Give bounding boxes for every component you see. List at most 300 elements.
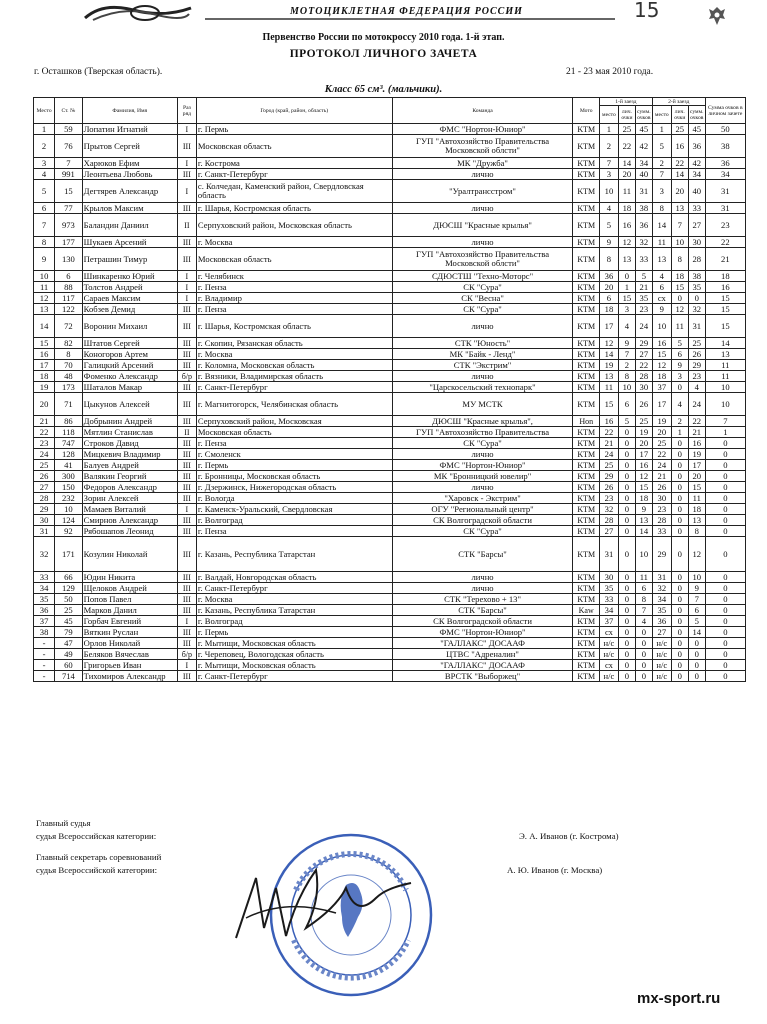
- cell-b: 6: [618, 393, 635, 416]
- cell-rk: III: [177, 360, 196, 371]
- cell-d: 36: [652, 616, 671, 627]
- federation-header: [55, 2, 615, 24]
- cell-b: 8: [618, 371, 635, 382]
- cell-p: -: [34, 638, 55, 649]
- cell-city: г. Скопин, Рязанская область: [196, 338, 392, 349]
- cell-team: СТК "Барсы": [392, 605, 573, 616]
- cell-f: 21: [688, 427, 705, 438]
- table-row: [34, 482, 746, 493]
- cell-a: сх: [599, 627, 618, 638]
- cell-p: 11: [34, 282, 55, 293]
- cell-p: 27: [34, 482, 55, 493]
- cell-rk: III: [177, 438, 196, 449]
- cell-t: 0: [705, 537, 745, 572]
- cell-name: Мицкевич Владимир: [82, 449, 177, 460]
- cell-m: KTM: [573, 293, 599, 304]
- cell-m: KTM: [573, 158, 599, 169]
- cell-e: 0: [671, 594, 688, 605]
- cell-b: 10: [618, 382, 635, 393]
- cell-a: 35: [599, 583, 618, 594]
- cell-f: 35: [688, 282, 705, 293]
- cell-t: 0: [705, 449, 745, 460]
- cell-p: 8: [34, 237, 55, 248]
- cell-p: 17: [34, 360, 55, 371]
- cell-f: 14: [688, 627, 705, 638]
- cell-n: 45: [55, 616, 83, 627]
- cell-n: 49: [55, 649, 83, 660]
- judge-name: Э. А. Иванов (г. Кострома): [519, 831, 619, 841]
- cell-city: г. Санкт-Петербург: [196, 671, 392, 682]
- cell-a: 22: [599, 427, 618, 438]
- cell-n: 117: [55, 293, 83, 304]
- cell-b: 0: [618, 427, 635, 438]
- cell-n: 77: [55, 203, 83, 214]
- cell-d: 35: [652, 605, 671, 616]
- cell-city: г. Вязники, Владимирская область: [196, 371, 392, 382]
- cell-p: -: [34, 671, 55, 682]
- table-row: [34, 349, 746, 360]
- cell-name: Мятлин Станислав: [82, 427, 177, 438]
- cell-c: 35: [635, 293, 652, 304]
- cell-rk: б/р: [177, 371, 196, 382]
- table-row: [34, 515, 746, 526]
- cell-rk: III: [177, 449, 196, 460]
- page-number: 15: [634, 0, 660, 22]
- cell-f: 0: [688, 660, 705, 671]
- cell-m: KTM: [573, 169, 599, 180]
- cell-name: Цыкунов Алексей: [82, 393, 177, 416]
- cell-f: 7: [688, 594, 705, 605]
- col-total: Сумма очков в личном зачете: [705, 98, 745, 124]
- cell-team: ФМС "Нортон-Юниор": [392, 460, 573, 471]
- cell-t: 14: [705, 338, 745, 349]
- cell-e: 0: [671, 438, 688, 449]
- cell-m: KTM: [573, 449, 599, 460]
- cell-c: 6: [635, 583, 652, 594]
- cell-m: KTM: [573, 627, 599, 638]
- cell-p: 6: [34, 203, 55, 214]
- cell-team: МК "Байк - Ленд": [392, 349, 573, 360]
- cell-n: 232: [55, 493, 83, 504]
- table-row: [34, 304, 746, 315]
- cell-t: 0: [705, 605, 745, 616]
- cell-p: 12: [34, 293, 55, 304]
- cell-city: г. Валдай, Новгородская область: [196, 572, 392, 583]
- cell-b: 4: [618, 315, 635, 338]
- cell-e: 0: [671, 493, 688, 504]
- table-row: [34, 671, 746, 682]
- table-row: [34, 293, 746, 304]
- cell-f: 33: [688, 203, 705, 214]
- cell-name: Строков Давид: [82, 438, 177, 449]
- col-race1-pos: место: [599, 106, 618, 124]
- cell-m: KTM: [573, 382, 599, 393]
- cell-c: 17: [635, 449, 652, 460]
- cell-p: 32: [34, 537, 55, 572]
- cell-team: "Царскосельский технопарк": [392, 382, 573, 393]
- cell-name: Беляков Вячеслав: [82, 649, 177, 660]
- table-row: [34, 271, 746, 282]
- cell-p: 20: [34, 393, 55, 416]
- cell-city: г. Пермь: [196, 124, 392, 135]
- cell-d: 21: [652, 471, 671, 482]
- cell-f: 0: [688, 638, 705, 649]
- cell-rk: I: [177, 271, 196, 282]
- cell-n: 991: [55, 169, 83, 180]
- cell-c: 16: [635, 460, 652, 471]
- cell-a: 7: [599, 158, 618, 169]
- cell-p: 37: [34, 616, 55, 627]
- cell-n: 72: [55, 315, 83, 338]
- cell-m: KTM: [573, 471, 599, 482]
- cell-d: 15: [652, 349, 671, 360]
- cell-name: Сараев Максим: [82, 293, 177, 304]
- col-race2-points: лич. очки: [671, 106, 688, 124]
- cell-rk: б/р: [177, 649, 196, 660]
- cell-f: 45: [688, 124, 705, 135]
- cell-p: 18: [34, 371, 55, 382]
- cell-name: Фоменко Александр: [82, 371, 177, 382]
- cell-rk: III: [177, 460, 196, 471]
- cell-team: лично: [392, 315, 573, 338]
- cell-city: с. Колчедан, Каменский район, Свердловская область: [196, 180, 392, 203]
- cell-d: 14: [652, 214, 671, 237]
- cell-b: 16: [618, 214, 635, 237]
- cell-e: 0: [671, 649, 688, 660]
- cell-rk: III: [177, 382, 196, 393]
- cell-t: 16: [705, 282, 745, 293]
- cell-e: 0: [671, 515, 688, 526]
- cell-e: 7: [671, 214, 688, 237]
- cell-city: г. Пермь: [196, 627, 392, 638]
- cell-team: ДЮСШ "Красные крылья",: [392, 416, 573, 427]
- cell-f: 5: [688, 616, 705, 627]
- cell-a: 18: [599, 304, 618, 315]
- cell-d: 25: [652, 438, 671, 449]
- cell-t: 15: [705, 293, 745, 304]
- cell-c: 5: [635, 271, 652, 282]
- cell-team: лично: [392, 449, 573, 460]
- cell-rk: III: [177, 627, 196, 638]
- cell-t: 0: [705, 460, 745, 471]
- cell-rk: I: [177, 180, 196, 203]
- cell-city: Серпуховский район, Московская область: [196, 214, 392, 237]
- cell-c: 27: [635, 349, 652, 360]
- cell-d: н/с: [652, 638, 671, 649]
- cell-team: лично: [392, 169, 573, 180]
- cell-b: 0: [618, 504, 635, 515]
- cell-p: 31: [34, 526, 55, 537]
- cell-rk: III: [177, 349, 196, 360]
- cell-f: 0: [688, 671, 705, 682]
- cell-city: Серпуховский район, Московская: [196, 416, 392, 427]
- cell-a: 33: [599, 594, 618, 605]
- cell-f: 38: [688, 271, 705, 282]
- cell-rk: III: [177, 482, 196, 493]
- table-row: [34, 248, 746, 271]
- cell-p: -: [34, 660, 55, 671]
- cell-t: 7: [705, 416, 745, 427]
- cell-t: 0: [705, 583, 745, 594]
- cell-rk: II: [177, 427, 196, 438]
- cell-m: KTM: [573, 537, 599, 572]
- cell-name: Козулин Николай: [82, 537, 177, 572]
- cell-b: 0: [618, 515, 635, 526]
- cell-rk: I: [177, 293, 196, 304]
- cell-b: 15: [618, 293, 635, 304]
- secretary-role-line1: Главный секретарь соревнований: [36, 852, 162, 862]
- cell-name: Рябошапов Леонид: [82, 526, 177, 537]
- cell-e: 0: [671, 627, 688, 638]
- cell-b: 9: [618, 338, 635, 349]
- cell-e: 10: [671, 237, 688, 248]
- cell-t: 0: [705, 594, 745, 605]
- cell-p: 4: [34, 169, 55, 180]
- cell-n: 747: [55, 438, 83, 449]
- cell-rk: III: [177, 605, 196, 616]
- cell-e: 8: [671, 248, 688, 271]
- cell-name: Дегтярев Александр: [82, 180, 177, 203]
- cell-f: 22: [688, 416, 705, 427]
- col-race1-sum: сумм. очков: [635, 106, 652, 124]
- cell-d: 27: [652, 627, 671, 638]
- cell-p: 7: [34, 214, 55, 237]
- cell-a: 29: [599, 471, 618, 482]
- cell-n: 8: [55, 349, 83, 360]
- cell-f: 0: [688, 649, 705, 660]
- cell-name: Лопатин Игнатий: [82, 124, 177, 135]
- cell-n: 79: [55, 627, 83, 638]
- table-row: [34, 526, 746, 537]
- cell-rk: III: [177, 537, 196, 572]
- cell-e: 0: [671, 660, 688, 671]
- cell-m: KTM: [573, 393, 599, 416]
- cell-a: н/с: [599, 638, 618, 649]
- cell-name: Штатов Сергей: [82, 338, 177, 349]
- cell-name: Орлов Николай: [82, 638, 177, 649]
- table-row: [34, 638, 746, 649]
- cell-b: 0: [618, 271, 635, 282]
- cell-t: 0: [705, 438, 745, 449]
- cell-f: 19: [688, 449, 705, 460]
- cell-t: 34: [705, 169, 745, 180]
- results-table: [33, 97, 746, 682]
- cell-name: Щелоков Андрей: [82, 583, 177, 594]
- cell-city: г. Пенза: [196, 438, 392, 449]
- table-row: [34, 371, 746, 382]
- cell-team: СТК "Барсы": [392, 537, 573, 572]
- cell-f: 13: [688, 515, 705, 526]
- cell-f: 20: [688, 471, 705, 482]
- table-row: [34, 124, 746, 135]
- table-row: [34, 360, 746, 371]
- header-rule: [205, 18, 615, 21]
- cell-name: Федоров Александр: [82, 482, 177, 493]
- cell-t: 50: [705, 124, 745, 135]
- cell-city: г. Коломна, Московская область: [196, 360, 392, 371]
- cell-c: 22: [635, 360, 652, 371]
- cell-n: 86: [55, 416, 83, 427]
- cell-b: 3: [618, 304, 635, 315]
- cell-a: 14: [599, 349, 618, 360]
- cell-city: г. Пенза: [196, 304, 392, 315]
- cell-t: 22: [705, 237, 745, 248]
- cell-b: 0: [618, 438, 635, 449]
- cell-m: KTM: [573, 616, 599, 627]
- cell-a: 31: [599, 537, 618, 572]
- cell-e: 18: [671, 271, 688, 282]
- cell-e: 0: [671, 504, 688, 515]
- cell-name: Галицкий Арсений: [82, 360, 177, 371]
- cell-name: Вяткин Руслан: [82, 627, 177, 638]
- cell-c: 38: [635, 203, 652, 214]
- event-place: г. Осташков (Тверская область).: [34, 67, 163, 77]
- cell-p: 5: [34, 180, 55, 203]
- cell-a: 28: [599, 515, 618, 526]
- cell-rk: I: [177, 158, 196, 169]
- cell-p: 16: [34, 349, 55, 360]
- cell-d: 13: [652, 248, 671, 271]
- cell-t: 0: [705, 616, 745, 627]
- cell-city: г. Бронницы, Московская область: [196, 471, 392, 482]
- cell-e: 14: [671, 169, 688, 180]
- cell-city: г. Кострома: [196, 158, 392, 169]
- cell-team: лично: [392, 583, 573, 594]
- cell-m: KTM: [573, 493, 599, 504]
- cell-rk: III: [177, 572, 196, 583]
- cell-a: 30: [599, 572, 618, 583]
- cell-rk: III: [177, 583, 196, 594]
- cell-a: 3: [599, 169, 618, 180]
- cell-c: 31: [635, 180, 652, 203]
- cell-m: KTM: [573, 583, 599, 594]
- table-row: [34, 382, 746, 393]
- cell-t: 21: [705, 248, 745, 271]
- cell-e: 0: [671, 526, 688, 537]
- cell-b: 1: [618, 282, 635, 293]
- cell-a: 6: [599, 293, 618, 304]
- cell-n: 82: [55, 338, 83, 349]
- cell-rk: I: [177, 124, 196, 135]
- cell-n: 129: [55, 583, 83, 594]
- federation-name: МОТОЦИКЛЕТНАЯ ФЕДЕРАЦИЯ РОССИИ: [290, 6, 523, 17]
- cell-n: 6: [55, 271, 83, 282]
- cell-b: 5: [618, 416, 635, 427]
- cell-rk: III: [177, 594, 196, 605]
- cell-f: 26: [688, 349, 705, 360]
- col-race2: 2-й заезд: [652, 98, 705, 106]
- cell-n: 973: [55, 214, 83, 237]
- cell-city: г. Мытищи, Московская область: [196, 660, 392, 671]
- col-race1: 1-й заезд: [599, 98, 652, 106]
- cell-t: 0: [705, 493, 745, 504]
- cell-t: 0: [705, 649, 745, 660]
- cell-b: 20: [618, 169, 635, 180]
- table-row: [34, 180, 746, 203]
- col-place: Место: [34, 98, 55, 124]
- cell-rk: III: [177, 248, 196, 271]
- cell-name: Марков Данил: [82, 605, 177, 616]
- cell-f: 15: [688, 482, 705, 493]
- cell-b: 14: [618, 158, 635, 169]
- cell-a: 9: [599, 237, 618, 248]
- cell-b: 13: [618, 248, 635, 271]
- cell-b: 0: [618, 605, 635, 616]
- cell-rk: III: [177, 493, 196, 504]
- cell-c: 42: [635, 135, 652, 158]
- cell-d: 24: [652, 460, 671, 471]
- cell-n: 76: [55, 135, 83, 158]
- judge-role-line1: Главный судья: [36, 818, 91, 828]
- cell-p: 1: [34, 124, 55, 135]
- handwritten-signature-icon: [226, 858, 416, 953]
- cell-f: 24: [688, 393, 705, 416]
- cell-p: 23: [34, 438, 55, 449]
- secretary-name: А. Ю. Иванов (г. Москва): [507, 865, 603, 875]
- cell-name: Зорин Алексей: [82, 493, 177, 504]
- cell-n: 7: [55, 158, 83, 169]
- federation-logo-icon: [83, 4, 193, 22]
- cell-f: 36: [688, 135, 705, 158]
- cell-team: СК "Сура": [392, 282, 573, 293]
- cell-b: 0: [618, 493, 635, 504]
- cell-e: 0: [671, 482, 688, 493]
- cell-d: 17: [652, 393, 671, 416]
- cell-rk: III: [177, 671, 196, 682]
- cell-c: 26: [635, 393, 652, 416]
- cell-a: 5: [599, 214, 618, 237]
- cell-a: 36: [599, 271, 618, 282]
- cell-c: 7: [635, 605, 652, 616]
- cell-rk: III: [177, 416, 196, 427]
- cell-c: 0: [635, 660, 652, 671]
- cell-rk: III: [177, 526, 196, 537]
- cell-city: г. Санкт-Петербург: [196, 169, 392, 180]
- cell-rk: I: [177, 660, 196, 671]
- cell-e: 16: [671, 135, 688, 158]
- cell-b: 0: [618, 482, 635, 493]
- cell-t: 0: [705, 660, 745, 671]
- cell-team: ФМС "Нортон-Юниор": [392, 124, 573, 135]
- cell-p: 28: [34, 493, 55, 504]
- cell-n: 714: [55, 671, 83, 682]
- cell-b: 2: [618, 360, 635, 371]
- cell-n: 71: [55, 393, 83, 416]
- col-team: Команда: [392, 98, 573, 124]
- cell-a: сх: [599, 660, 618, 671]
- cell-team: МК "Бронницкий ювелир": [392, 471, 573, 482]
- cell-team: ОГУ "Региональный центр": [392, 504, 573, 515]
- cell-d: 29: [652, 537, 671, 572]
- cell-b: 18: [618, 203, 635, 214]
- cell-team: МК "Дружба": [392, 158, 573, 169]
- cell-rk: III: [177, 304, 196, 315]
- cell-team: лично: [392, 572, 573, 583]
- cell-d: 18: [652, 371, 671, 382]
- cell-a: 34: [599, 605, 618, 616]
- cell-b: 0: [618, 671, 635, 682]
- cell-d: 5: [652, 135, 671, 158]
- cell-city: г. Волгоград: [196, 616, 392, 627]
- cell-a: 32: [599, 504, 618, 515]
- cell-m: KTM: [573, 515, 599, 526]
- cell-name: Юдин Никита: [82, 572, 177, 583]
- cell-c: 34: [635, 158, 652, 169]
- cell-d: 22: [652, 449, 671, 460]
- cell-a: 15: [599, 393, 618, 416]
- cell-a: 20: [599, 282, 618, 293]
- cell-rk: III: [177, 237, 196, 248]
